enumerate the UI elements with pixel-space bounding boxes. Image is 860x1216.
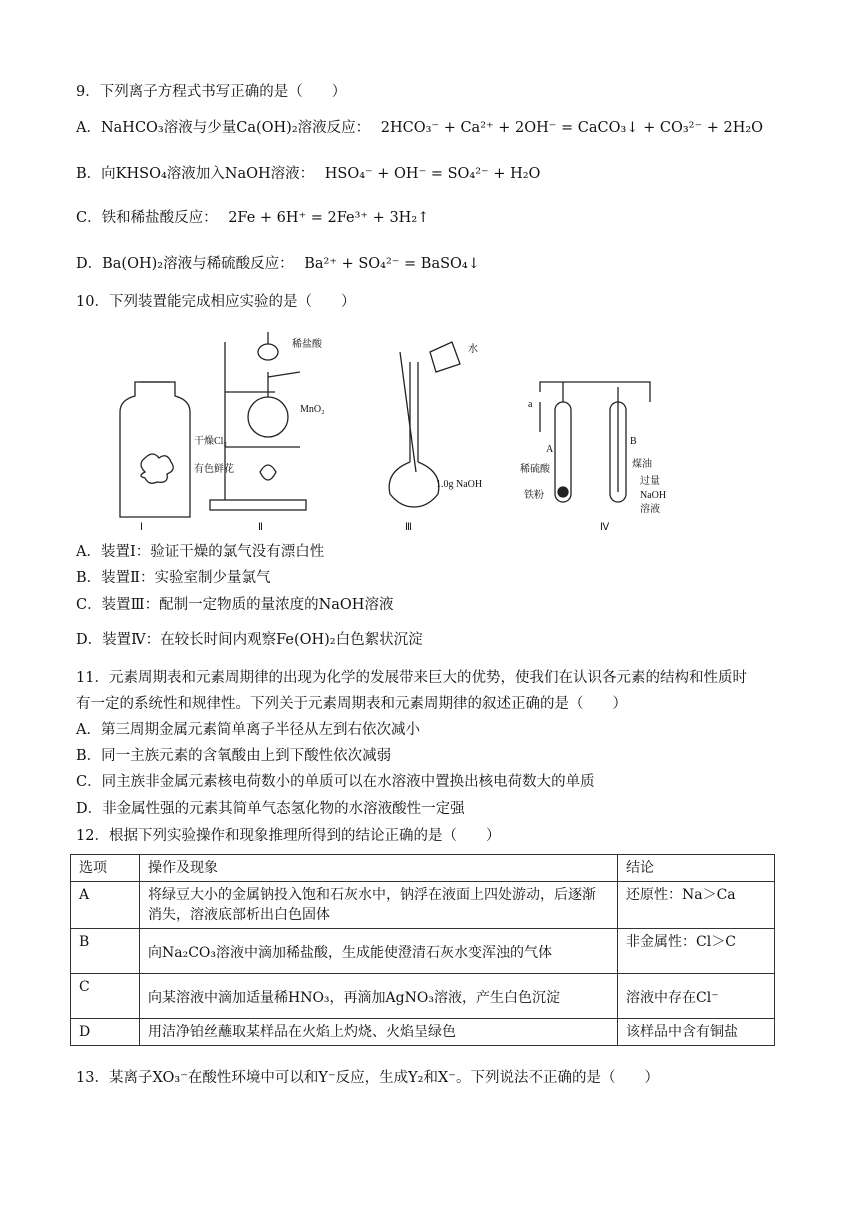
q10-option-a: A．装置Ⅰ：验证干燥的氯气没有漂白性 bbox=[76, 544, 325, 560]
label-dry-cl2: 干燥Cl₂ bbox=[194, 436, 227, 447]
cell-operation: 向某溶液中滴加适量稀HNO₃，再滴加AgNO₃溶液，产生白色沉淀 bbox=[140, 974, 618, 1019]
apparatus-4 bbox=[520, 382, 666, 532]
table-row bbox=[71, 929, 775, 974]
cell-option: C bbox=[71, 974, 140, 1019]
table-row bbox=[71, 1019, 775, 1046]
label-III: Ⅲ bbox=[405, 522, 412, 532]
q11-option-c: C．同主族非金属元素核电荷数小的单质可以在水溶液中置换出核电荷数大的单质 bbox=[76, 774, 595, 790]
q9-d-equation: Ba²⁺ + SO₄²⁻ = BaSO₄↓ bbox=[304, 256, 480, 272]
q10-option-c: C．装置Ⅲ：配制一定物质的量浓度的NaOH溶液 bbox=[76, 597, 394, 613]
q11-option-b: B．同一主族元素的含氧酸由上到下酸性依次减弱 bbox=[76, 748, 392, 764]
apparatus-2 bbox=[210, 332, 325, 532]
label-dilute-hcl: 稀盐酸 bbox=[292, 339, 322, 350]
cell-option: D bbox=[71, 1019, 140, 1046]
table-row bbox=[71, 974, 775, 1019]
q9-c-equation: 2Fe + 6H⁺ = 2Fe³⁺ + 3H₂↑ bbox=[228, 210, 430, 226]
label-iron: 铁粉 bbox=[524, 490, 544, 501]
q9-option-d bbox=[76, 254, 480, 274]
q9-a-text: A．NaHCO₃溶液与少量Ca(OH)₂溶液反应： bbox=[76, 120, 371, 136]
label-mno2: MnO₂ bbox=[300, 404, 325, 415]
q13-stem: 13．某离子XO₃⁻在酸性环境中可以和Y⁻反应，生成Y₂和X⁻。下列说法不正确的是（ ） bbox=[76, 1070, 659, 1086]
q9-stem: 9．下列离子方程式书写正确的是（ ） bbox=[76, 84, 347, 100]
flower-icon bbox=[141, 454, 173, 483]
cell-operation: 将绿豆大小的金属钠投入饱和石灰水中，钠浮在液面上四处游动，后逐渐消失，溶液底部析出白色固体 bbox=[140, 882, 618, 929]
cell-operation: 用洁净铂丝蘸取某样品在火焰上灼烧、火焰呈绿色 bbox=[140, 1019, 618, 1046]
q9-a-equation: 2HCO₃⁻ + Ca²⁺ + 2OH⁻ = CaCO₃↓ + CO₃²⁻ + 2H₂O bbox=[380, 120, 764, 136]
q11-stem-line2: 有一定的系统性和规律性。下列关于元素周期表和元素周期律的叙述正确的是（ ） bbox=[76, 696, 627, 712]
label-excess: 过量 bbox=[640, 476, 660, 487]
table-header-row bbox=[71, 855, 775, 882]
cell-conclusion: 溶液中存在Cl⁻ bbox=[618, 974, 775, 1019]
label-IV: Ⅳ bbox=[600, 522, 610, 532]
label-B: B bbox=[630, 436, 637, 447]
label-water: 水 bbox=[468, 344, 478, 355]
apparatus-3 bbox=[389, 342, 482, 532]
cell-conclusion: 还原性：Na＞Ca bbox=[618, 882, 775, 929]
q9-option-b bbox=[76, 164, 540, 184]
label-naoh-sol2: 溶液 bbox=[640, 504, 660, 515]
cell-operation: 向Na₂CO₃溶液中滴加稀盐酸，生成能使澄清石灰水变浑浊的气体 bbox=[140, 929, 618, 974]
q9-option-a bbox=[76, 118, 763, 138]
q9-c-text: C．铁和稀盐酸反应： bbox=[76, 210, 218, 226]
header-option: 选项 bbox=[71, 855, 140, 882]
label-A: A bbox=[546, 444, 554, 455]
q9-b-equation: HSO₄⁻ + OH⁻ = SO₄²⁻ + H₂O bbox=[324, 166, 541, 182]
header-operation: 操作及现象 bbox=[140, 855, 618, 882]
label-I: Ⅰ bbox=[140, 522, 143, 532]
label-II: Ⅱ bbox=[258, 522, 263, 532]
label-naoh-sol1: NaOH bbox=[640, 490, 667, 501]
q9-b-text: B．向KHSO₄溶液加入NaOH溶液： bbox=[76, 166, 315, 182]
label-flower: 有色鲜花 bbox=[194, 464, 234, 475]
label-h2so4: 稀硫酸 bbox=[520, 464, 550, 475]
label-naoh-mass: 1.0g NaOH bbox=[436, 479, 483, 490]
q10-stem: 10．下列装置能完成相应实验的是（ ） bbox=[76, 294, 356, 310]
table-row bbox=[71, 882, 775, 929]
apparatus-figure bbox=[100, 322, 720, 532]
label-kerosene: 煤油 bbox=[632, 459, 652, 470]
cell-conclusion: 该样品中含有铜盐 bbox=[618, 1019, 775, 1046]
cell-option: A bbox=[71, 882, 140, 929]
q12-table bbox=[70, 854, 775, 1046]
label-a: a bbox=[528, 399, 533, 410]
cell-conclusion: 非金属性：Cl＞C bbox=[618, 929, 775, 974]
q11-option-d: D．非金属性强的元素其简单气态氢化物的水溶液酸性一定强 bbox=[76, 801, 465, 817]
q11-option-a: A．第三周期金属元素简单离子半径从左到右依次减小 bbox=[76, 722, 420, 738]
q10-option-b: B．装置Ⅱ：实验室制少量氯气 bbox=[76, 570, 271, 586]
q11-stem-line1: 11．元素周期表和元素周期律的出现为化学的发展带来巨大的优势，使我们在认识各元素的结构和性质时 bbox=[76, 670, 747, 686]
q9-d-text: D．Ba(OH)₂溶液与稀硫酸反应： bbox=[76, 256, 294, 272]
q9-option-c bbox=[76, 208, 429, 228]
cell-option: B bbox=[71, 929, 140, 974]
q10-option-d: D．装置Ⅳ：在较长时间内观察Fe(OH)₂白色絮状沉淀 bbox=[76, 632, 423, 648]
q12-stem: 12．根据下列实验操作和现象推理所得到的结论正确的是（ ） bbox=[76, 828, 501, 844]
header-conclusion: 结论 bbox=[618, 855, 775, 882]
